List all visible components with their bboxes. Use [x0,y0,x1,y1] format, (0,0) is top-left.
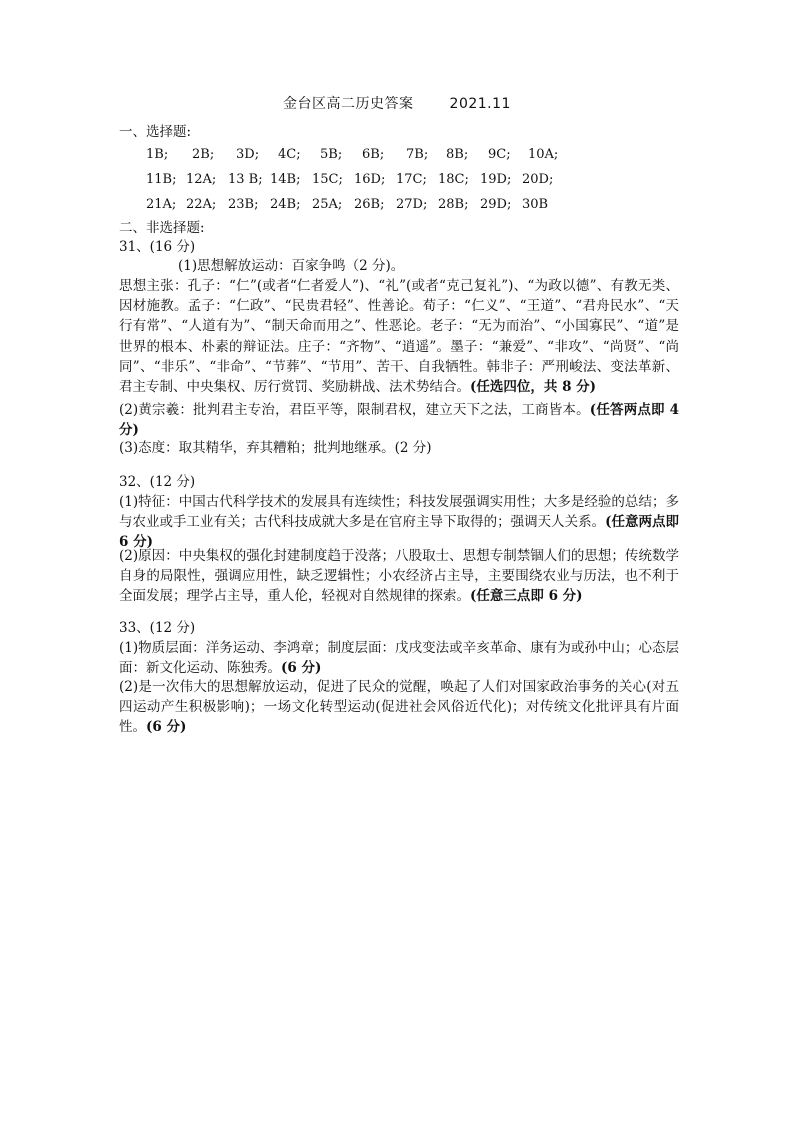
answer-11: 11B; [146,172,177,187]
answer-8: 8B; [446,147,469,162]
q32-part2-score: (任意三点即 6 分) [470,588,583,605]
q32-part1-text: (1)特征：中国古代科学技术的发展具有连续性；科技发展强调实用性；大多是经验的总结；多与农业或手工业有关；古代科技成就大多是在官府主导下取得的；强调天人关系。 [119,494,679,531]
q33-part1-text: (1)物质层面：洋务运动、李鸿章；制度层面：戊戌变法或辛亥革命、康有为或孙中山；心态层面：新文化运动、陈独秀。 [119,640,679,677]
q31-part2-score: (任答两点即 4 分) [119,402,680,439]
answer-29: 29D; [480,197,512,212]
answer-7: 7B; [406,147,429,162]
q32-part1-score: (任意两点即 6 分) [119,514,680,551]
page-title [0,93,794,113]
answer-16: 16D; [354,172,386,187]
q32-heading: 32、(12 分) [119,474,196,490]
answer-5: 5B; [320,147,343,162]
answer-1: 1B; [146,147,169,162]
q33-part2-text: (2)是一次伟大的思想解放运动，促进了民众的觉醒，唤起了人们对国家政治事务的关心(对五四运动产生积极影响)；一场文化转型运动(促进社会风俗近代化)；对传统文化批评具有片面性。 [119,679,679,736]
q32-part2-text: (2)原因：中央集权的强化封建制度趋于没落；八股取士、思想专制禁锢人们的思想；传统数学自身的局限性，强调应用性，缺乏逻辑性；小农经济占主导，主要围绕农业与历法，也不利于全面发展；理学占主导，重人伦，轻视对自然规律的探索。 [119,548,679,605]
answer-12: 12A; [186,172,217,187]
answer-2: 2B; [192,147,215,162]
q31-part2-text: (2)黄宗羲：批判君主专治，君臣平等，限制君权，建立天下之法，工商皆本。 [119,402,590,418]
answer-4: 4C; [278,147,301,162]
answer-26: 26B; [354,197,385,212]
answer-9: 9C; [488,147,511,162]
answer-25: 25A; [312,197,343,212]
answer-6: 6B; [362,147,385,162]
q33-part2-score: (6 分) [146,719,187,736]
q31-part3: (3)态度：取其精华，弃其糟粕；批判地继承。(2 分) [119,440,432,456]
answer-17: 17C; [396,172,427,187]
q33-part1-paragraph [119,638,679,678]
answer-22: 22A; [186,197,217,212]
q31-thinkers-score: (任选四位，共 8 分) [470,379,597,396]
answer-18: 18C; [438,172,469,187]
q32-part1-paragraph [119,492,679,553]
answer-23: 23B; [228,197,259,212]
q31-part2-paragraph [119,400,679,440]
answer-3: 3D; [236,147,260,162]
answer-28: 28B; [438,197,469,212]
answer-14: 14B; [270,172,301,187]
q31-part1: (1)思想解放运动：百家争鸣（2 分)。 [178,258,405,274]
q32-part2-paragraph [119,546,679,607]
q31-thinkers-paragraph [119,276,679,397]
title-text: 金台区高二历史答案 [283,96,414,112]
answer-13: 13 B; [228,172,263,187]
answer-30: 30B [522,197,549,212]
q31-thinkers-text: 思想主张：孔子：“仁”(或者“仁者爱人”)、“礼”(或者“克己复礼”)、“为政以德”、有教无类、因材施教。孟子：“仁政”、“民贵君轻”、性善论。荀子：“仁义”、“王道”、“君舟民水”、“天行有常”、“人道有为”、“制天命而用之”、性恶论。老子：“无为而治”、“小国寡民”、“道”是世界的根本、朴素的辩证法。庄子：“齐物”、“逍遥”。墨子：“兼爱”、“非攻”、“尚贤”、“尚同”、“非乐”、“非命”、“节葬”、“节用”、苦干、自我牺牲。韩非子：严刑峻法、变法革新、君主专制、中央集权、厉行赏罚、奖励耕战、法术势结合。 [119,278,679,396]
answer-27: 27D; [396,197,428,212]
answer-10: 10A; [528,147,559,162]
section-heading-nonchoice: 二、非选择题: [119,220,205,236]
answer-19: 19D; [480,172,512,187]
answer-20: 20D; [522,172,554,187]
q33-part1-score: (6 分) [281,660,322,677]
q31-heading: 31、(16 分) [119,239,196,255]
answer-24: 24B; [270,197,301,212]
q33-part2-paragraph [119,677,679,738]
q33-heading: 33、(12 分) [119,620,196,636]
section-heading-choice: 一、选择题: [119,124,192,140]
answer-21: 21A; [146,197,177,212]
title-date: 2021.11 [449,96,511,112]
answer-15: 15C; [312,172,343,187]
